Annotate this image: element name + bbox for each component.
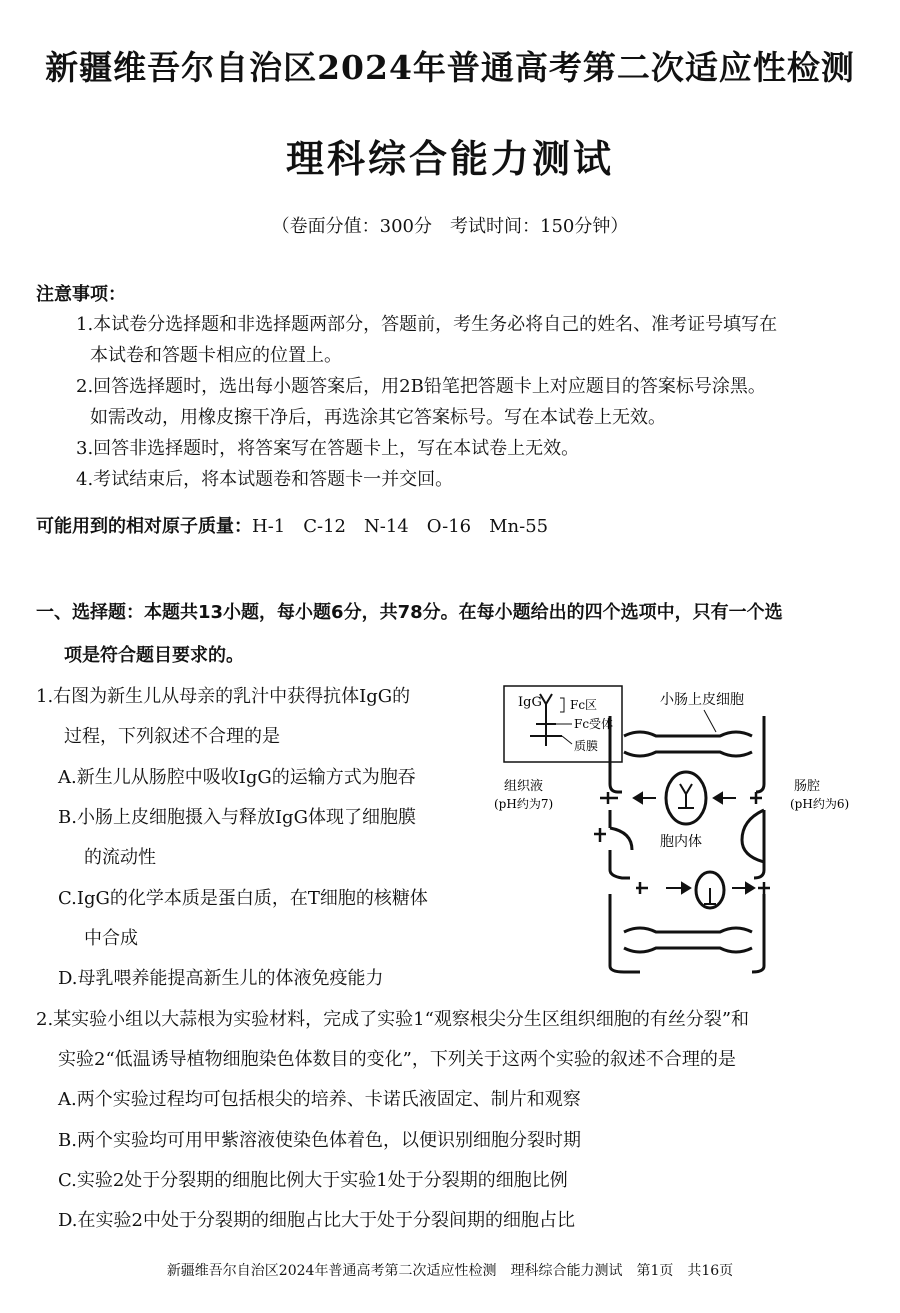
q1-option-d: D.母乳喂养能提高新生儿的体液免疫能力 [58,968,384,989]
legend-fc: Fc区 [570,698,598,712]
q1-option-c-cont: 中合成 [84,928,138,949]
notice-line: 本试卷和答题卡相应的位置上。 [90,345,342,366]
q1-option-c: C.IgG的化学本质是蛋白质，在T细胞的核糖体 [58,888,428,909]
q1-option-b-cont: 的流动性 [84,847,156,868]
section-heading-cont: 项是符合题目要求的。 [64,645,244,666]
q1-stem-cont: 过程，下列叙述不合理的是 [64,726,280,747]
endosome-label: 胞内体 [660,834,702,850]
q1-option-b: B.小肠上皮细胞摄入与释放IgG体现了细胞膜 [58,807,416,828]
notice-line: 2.回答选择题时，选出每小题答案后，用2B铅笔把答题卡上对应题目的答案标号涂黑。 [76,376,766,397]
section-heading: 一、选择题：本题共13小题，每小题6分，共78分。在每小题给出的四个选项中，只有一个选 [36,602,783,623]
endosome-igg-icon [678,784,694,808]
legend-membrane: 质膜 [574,739,599,753]
legend-bracket [560,698,564,712]
legend-igg: IgG [518,695,542,710]
notice-line: 如需改动，用橡皮擦干净后，再选涂其它答案标号。写在本试卷上无效。 [90,407,666,428]
tissue-fluid-label: 组织液 [504,779,544,794]
subject-title: 理科综合能力测试 [285,136,614,181]
igg-transport-figure [490,680,870,980]
q2-stem: 2.某实验小组以大蒜根为实验材料，完成了实验1“观察根尖分生区组织细胞的有丝分裂”和 [36,1009,750,1030]
notice-line: 3.回答非选择题时，将答案写在答题卡上，写在本试卷上无效。 [76,438,580,459]
exam-info: （卷面分值：300分 考试时间：150分钟） [271,216,629,237]
q2-option-c: C.实验2处于分裂期的细胞比例大于实验1处于分裂期的细胞比例 [58,1170,568,1191]
atomic-masses-label: 可能用到的相对原子质量： [36,516,252,537]
lumen-label: 肠腔 [794,779,821,794]
q2-option-b: B.两个实验均可用甲紫溶液使染色体着色，以便识别细胞分裂时期 [58,1130,581,1151]
cell-label: 小肠上皮细胞 [660,692,744,708]
page-footer: 新疆维吾尔自治区2024年普通高考第二次适应性检测 理科综合能力测试 第1页 共16页 [166,1263,734,1279]
q1-option-a: A.新生儿从肠腔中吸收IgG的运输方式为胞吞 [58,767,416,788]
atomic-masses [36,512,548,538]
legend-pointer [562,736,572,744]
cell-label-pointer [704,710,716,732]
notice-line: 4.考试结束后，将本试题卷和答题卡一并交回。 [76,469,454,490]
q2-stem-cont: 实验2“低温诱导植物细胞染色体数目的变化”，下列关于这两个实验的叙述不合理的是 [58,1049,736,1070]
lumen-ph: (pH约为6) [790,797,850,811]
q1-stem: 1.右图为新生儿从母亲的乳汁中获得抗体IgG的 [36,686,411,707]
q2-option-a: A.两个实验过程均可包括根尖的培养、卡诺氏液固定、制片和观察 [58,1089,581,1110]
notice-line: 1.本试卷分选择题和非选择题两部分，答题前，考生务必将自己的姓名、准考证号填写在 [76,314,778,335]
q2-option-d: D.在实验2中处于分裂期的细胞占比大于处于分裂间期的细胞占比 [58,1210,575,1231]
atomic-masses-values: H-1 C-12 N-14 O-16 Mn-55 [252,516,549,537]
notice-heading: 注意事项： [36,284,126,305]
vesicle-igg-icon [704,888,716,904]
exam-title: 新疆维吾尔自治区2024年普通高考第二次适应性检测 [45,48,855,87]
tissue-fluid-ph: (pH约为7) [494,797,554,811]
legend-receptor: Fc受体 [574,717,614,731]
